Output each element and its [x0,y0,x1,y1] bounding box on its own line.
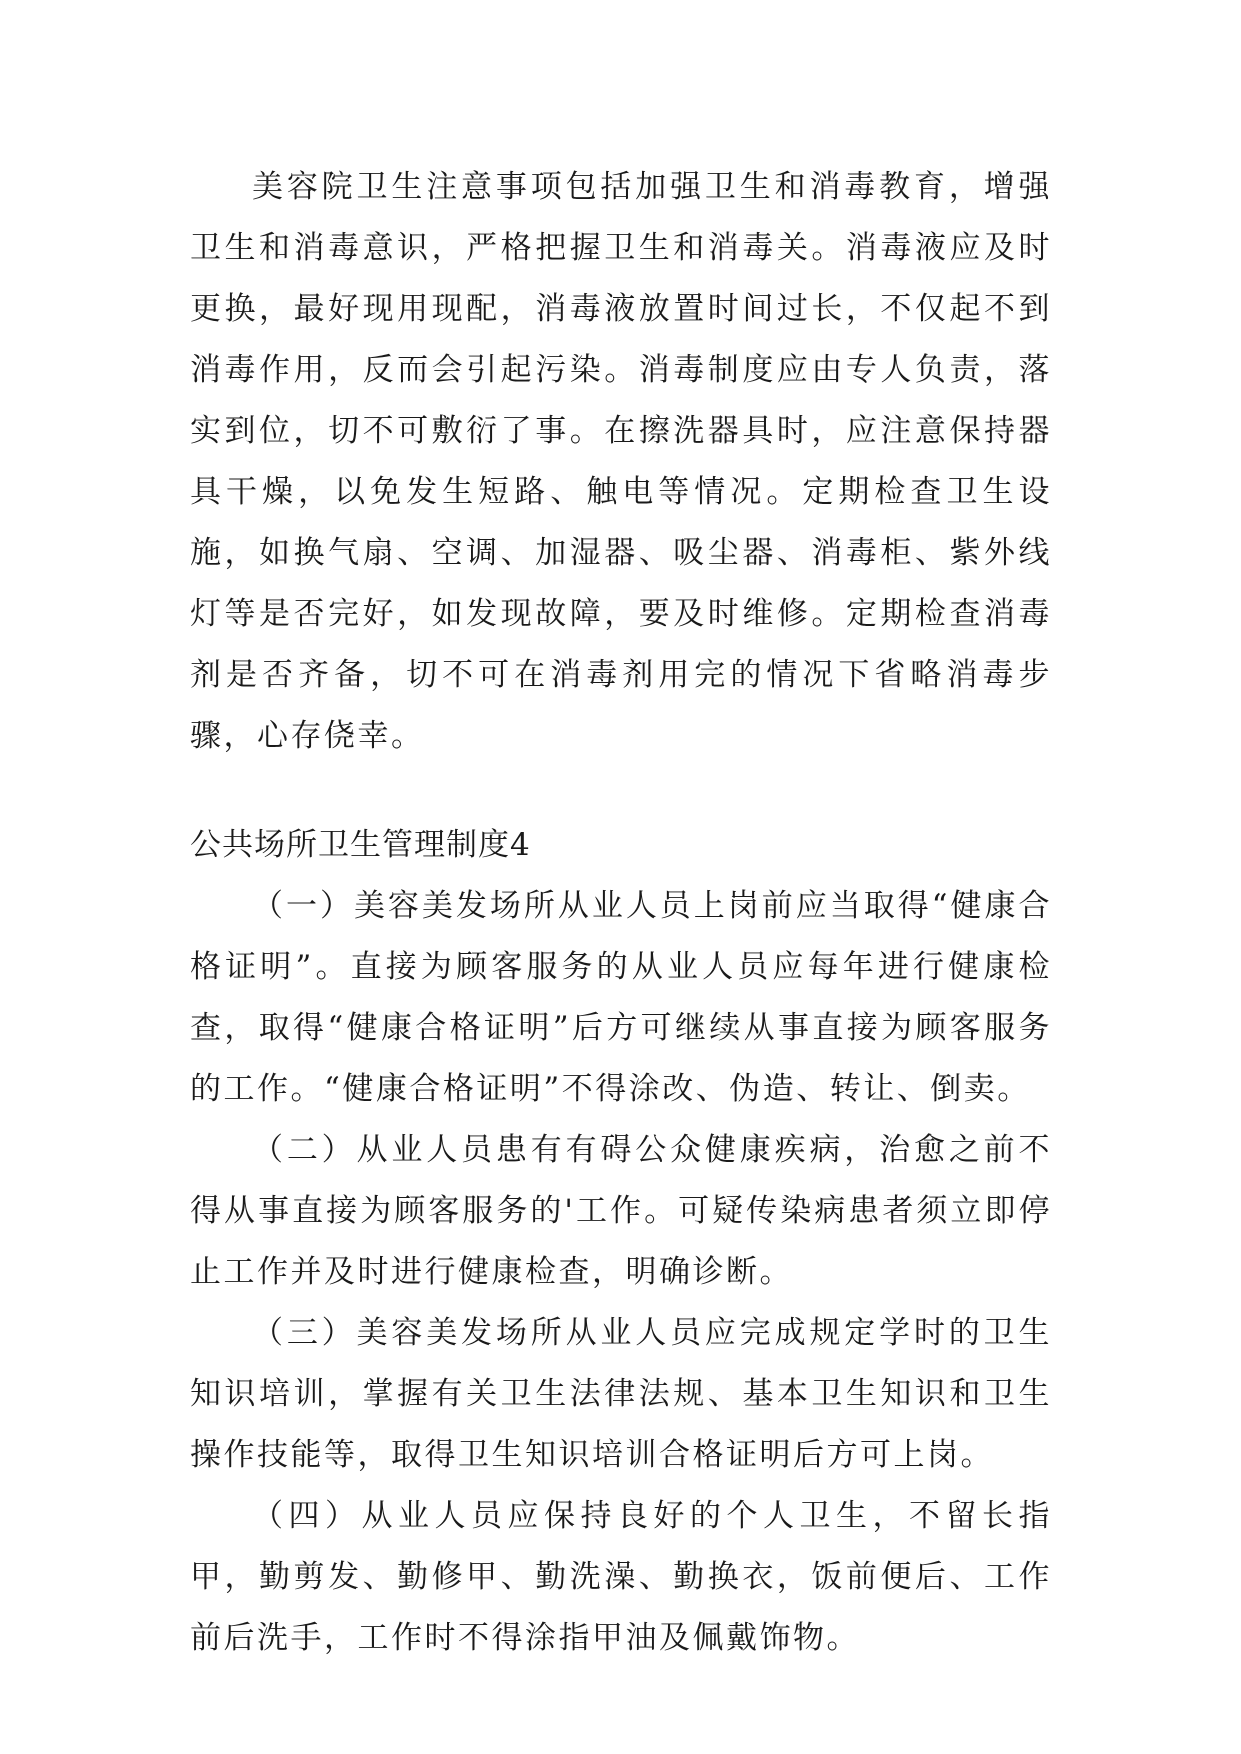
list-item: （三）美容美发场所从业人员应完成规定学时的卫生知识培训，掌握有关卫生法律法规、基本卫生知识和卫生操作技能等，取得卫生知识培训合格证明后方可上岗。 [190,1315,1052,1473]
section-title: 公共场所卫生管理制度4 [190,827,531,863]
list-item: （二）从业人员患有有碍公众健康疾病，治愈之前不得从事直接为顾客服务的'工作。可疑传染病患者须立即停止工作并及时进行健康检查，明确诊断。 [190,1132,1052,1290]
document-body [190,157,1052,1669]
intro-paragraph: 美容院卫生注意事项包括加强卫生和消毒教育，增强卫生和消毒意识，严格把握卫生和消毒关。消毒液应及时更换，最好现用现配，消毒液放置时间过长，不仅起不到消毒作用，反而会引起污染。消毒制度应由专人负责，落实到位，切不可敷衍了事。在擦洗器具时，应注意保持器具干燥，以免发生短路、触电等情况。定期检查卫生设施，如换气扇、空调、加湿器、吸尘器、消毒柜、紫外线灯等是否完好，如发现故障，要及时维修。定期检查消毒剂是否齐备，切不可在消毒剂用完的情况下省略消毒步骤，心存侥幸。 [190,169,1052,754]
list-item: （四）从业人员应保持良好的个人卫生，不留长指甲，勤剪发、勤修甲、勤洗澡、勤换衣，饭前便后、工作前后洗手，工作时不得涂指甲油及佩戴饰物。 [190,1498,1052,1656]
list-item: （一）美容美发场所从业人员上岗前应当取得“健康合格证明”。直接为顾客服务的从业人员应每年进行健康检查，取得“健康合格证明”后方可继续从事直接为顾客服务的工作。“健康合格证明”不得涂改、伪造、转让、倒卖。 [190,888,1052,1107]
